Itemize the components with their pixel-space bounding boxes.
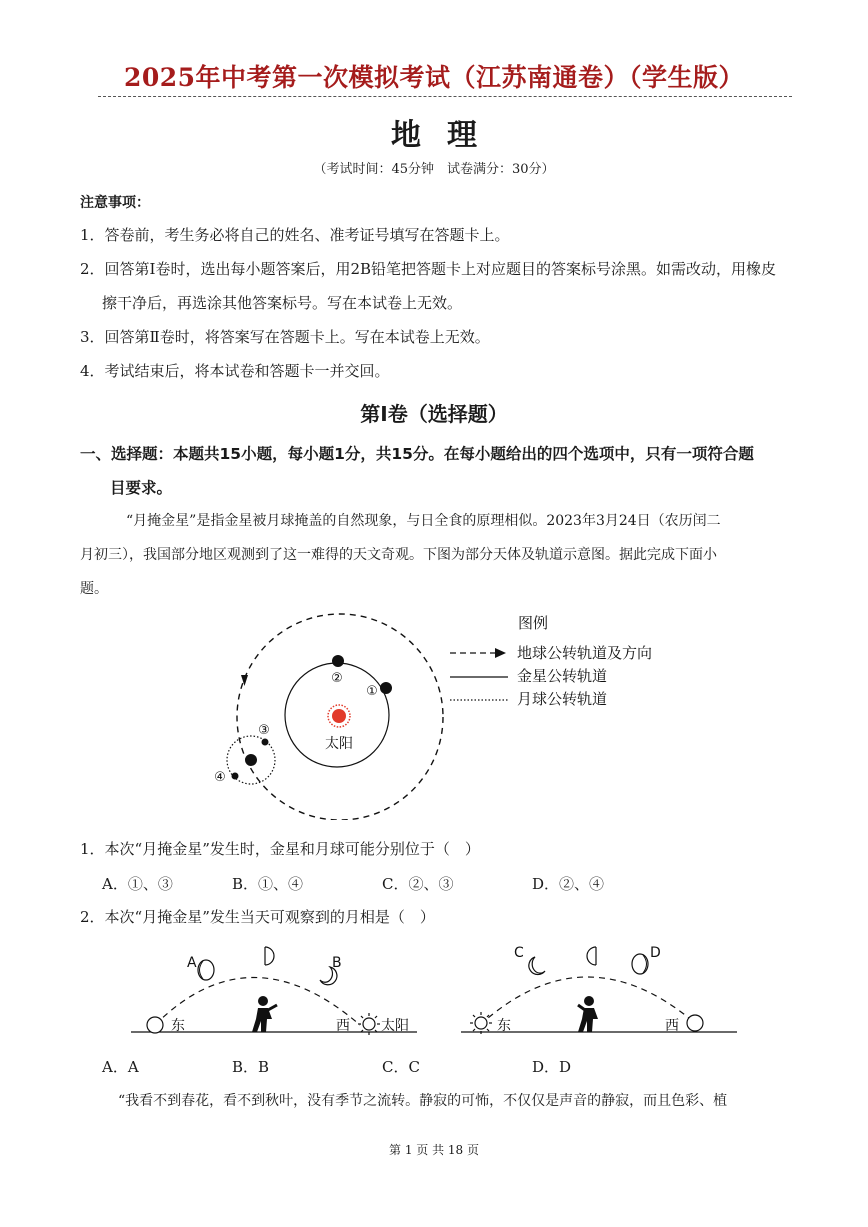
exam-info: （考试时间：45分钟 试卷满分：30分） <box>313 162 555 177</box>
section-instruction-cont: 目要求。 <box>110 479 173 497</box>
question-2-stem: 2．本次“月掩金星”发生当天可观察到的月相是（ ） <box>80 908 435 926</box>
q2-option-a[interactable]: A．A <box>102 1058 139 1076</box>
notice-item-1: 1．答卷前，考生务必将自己的姓名、准考证号填写在答题卡上。 <box>80 226 510 244</box>
q2-option-b[interactable]: B．B <box>232 1058 270 1076</box>
material-line-1: “月掩金星”是指金星被月球掩盖的自然现象，与日全食的原理相似。2023年3月24日（农历闰二 <box>126 513 721 529</box>
section-instruction: 一、选择题：本题共15小题，每小题1分，共15分。在每小题给出的四个选项中，只有一项符合题 <box>80 445 754 463</box>
moon-d-icon <box>632 954 648 974</box>
q1-option-c[interactable]: C．②、③ <box>382 875 454 893</box>
venus-position-2 <box>332 655 344 667</box>
moon-a-icon <box>198 960 214 980</box>
label-4: ④ <box>214 770 226 785</box>
sun-icon-right <box>470 1012 492 1034</box>
label-b: B <box>332 955 342 971</box>
legend-arrow-icon <box>495 648 506 658</box>
earth <box>245 754 257 766</box>
q1-option-a[interactable]: A．①、③ <box>102 875 173 893</box>
label-1: ① <box>366 684 378 699</box>
legend-title: 图例 <box>518 614 549 632</box>
moon-position-4 <box>232 773 239 780</box>
document-title: 2025年中考第一次模拟考试（江苏南通卷）（学生版） <box>123 63 745 92</box>
q1-option-d[interactable]: D．②、④ <box>532 875 605 893</box>
notice-item-4: 4．考试结束后，将本试卷和答题卡一并交回。 <box>80 362 390 380</box>
moon-position-3 <box>262 739 269 746</box>
moon-c-icon <box>529 957 545 975</box>
label-3: ③ <box>258 723 270 738</box>
left-west-label: 西 <box>336 1018 350 1034</box>
q1-option-b[interactable]: B．①、④ <box>232 875 304 893</box>
orbit-diagram <box>200 600 680 820</box>
legend-moon-orbit: 月球公转轨道 <box>517 690 608 708</box>
moon-top-icon <box>265 947 274 965</box>
notice-item-2: 2．回答第Ⅰ卷时，选出每小题答案后，用2B铅笔把答题卡上对应题目的答案标号涂黑。如需改动，用橡皮 <box>80 260 777 278</box>
sun-label: 太阳 <box>325 736 353 752</box>
notice-heading: 注意事项： <box>80 195 150 211</box>
label-c: C <box>514 945 524 961</box>
header-divider <box>98 96 792 97</box>
right-west-label: 西 <box>665 1018 679 1034</box>
next-material-line: “我看不到春花，看不到秋叶，没有季节之流转。静寂的可怖，不仅仅是声音的静寂，而且色彩、植 <box>118 1093 728 1109</box>
label-d: D <box>650 945 661 961</box>
q2-option-c[interactable]: C．C <box>382 1058 420 1076</box>
east-moon-icon <box>147 1017 163 1033</box>
section-title: 第Ⅰ卷（选择题） <box>360 402 508 426</box>
left-sun-label: 太阳 <box>381 1018 409 1034</box>
notice-item-2-cont: 擦干净后，再选涂其他答案标号。写在本试卷上无效。 <box>102 294 463 312</box>
label-a: A <box>187 955 197 971</box>
legend-earth-orbit: 地球公转轨道及方向 <box>517 644 653 662</box>
material-line-2: 月初三），我国部分地区观测到了这一难得的天文奇观。下图为部分天体及轨道示意图。据此完成下面小 <box>80 547 717 563</box>
moon-top-icon-right <box>587 947 596 965</box>
material-line-3: 题。 <box>80 581 108 597</box>
question-1-stem: 1．本次“月掩金星”发生时，金星和月球可能分别位于（ ） <box>80 840 480 858</box>
west-moon-icon <box>687 1015 703 1031</box>
notice-item-3: 3．回答第Ⅱ卷时，将答案写在答题卡上。写在本试卷上无效。 <box>80 328 490 346</box>
page-footer: 第 1 页 共 18 页 <box>389 1143 479 1157</box>
sun-icon <box>328 705 350 727</box>
moon-phase-panel-left <box>125 935 425 1047</box>
label-2: ② <box>331 671 343 686</box>
right-east-label: 东 <box>497 1018 511 1034</box>
observer-icon <box>252 996 277 1032</box>
legend-venus-orbit: 金星公转轨道 <box>517 667 608 685</box>
subject-title: 地理 <box>391 118 503 153</box>
q2-option-d[interactable]: D．D <box>532 1058 572 1076</box>
moon-phase-panel-right <box>455 935 745 1047</box>
venus-position-1 <box>380 682 392 694</box>
left-east-label: 东 <box>171 1018 185 1034</box>
observer-icon-right <box>578 996 598 1032</box>
